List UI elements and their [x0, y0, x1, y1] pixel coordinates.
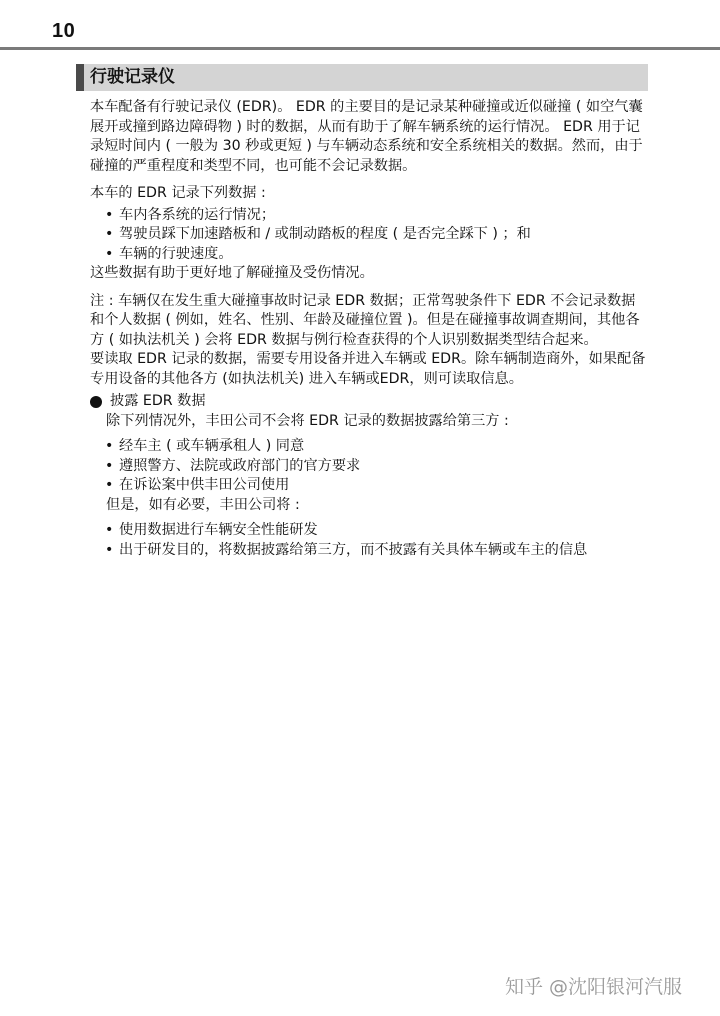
list-item: • 车辆的行驶速度。 [90, 245, 646, 265]
document-body [90, 98, 646, 560]
bullet-icon: • [105, 522, 114, 538]
list-item: • 经车主 ( 或车辆承租人 ) 同意 [90, 437, 646, 457]
note-paragraph: 注 : 车辆仅在发生重大碰撞事故时记录 EDR 数据；正常驾驶条件下 EDR 不会记录数据和个人数据 ( 例如，姓名、性别、年龄及碰撞位置 )。但是在碰撞事故调查期间，其他各方 ( 如执法机关 ) 会将 EDR 数据与例行检查获得的个人识别数据类型结合起来。 [90, 292, 640, 348]
page-number: 10 [52, 20, 76, 42]
list-item: • 出于研发目的，将数据披露给第三方，而不披露有关具体车辆或车主的信息 [90, 541, 646, 561]
list-item: • 车内各系统的运行情况； [90, 206, 646, 226]
disclosure-heading: 披露 EDR 数据 [90, 392, 646, 412]
disclosure-block [90, 412, 646, 561]
bullet-icon: • [105, 477, 114, 493]
watermark: 知乎 @沈阳银河汽服 [505, 976, 683, 998]
list-item: • 在诉讼案中供丰田公司使用 [90, 476, 646, 496]
bullet-icon: • [105, 541, 114, 558]
bullet-icon: • [105, 206, 114, 223]
list-item: • 使用数据进行车辆安全性能研发 [90, 521, 646, 541]
disclosure-uses-list [90, 521, 646, 560]
records-intro: 本车的 EDR 记录下列数据 : [90, 185, 266, 201]
records-summary: 这些数据有助于更好地了解碰撞及受伤情况。 [90, 265, 374, 281]
disclosure-however: 但是，如有必要，丰田公司将 : [106, 496, 300, 513]
bullet-icon: • [105, 245, 114, 262]
section-marker [76, 64, 84, 91]
disclosure-intro: 除下列情况外，丰田公司不会将 EDR 记录的数据披露给第三方 : [106, 412, 509, 429]
records-list [90, 206, 646, 265]
disclosure-cases-list [90, 437, 646, 496]
intro-paragraph: 本车配备有行驶记录仪 (EDR)。 EDR 的主要目的是记录某种碰撞或近似碰撞 ( 如空气囊展开或撞到路边障碍物 ) 时的数据，从而有助于了解车辆系统的运行情况。 EDR 用于记录短时间内 ( 一般为 30 秒或更短 ) 与车辆动态系统和安全系统相关的数据。然而，由于碰撞的严重程度和类型不同，也可能不会记录数据。 [90, 99, 643, 174]
section-header [76, 64, 648, 91]
bullet-circle-icon [90, 396, 102, 408]
header-rule [0, 47, 720, 50]
list-item: • 遵照警方、法院或政府部门的官方要求 [90, 457, 646, 477]
bullet-icon: • [105, 457, 114, 474]
bullet-icon: • [105, 226, 114, 242]
list-item: • 驾驶员踩下加速踏板和 / 或制动踏板的程度 ( 是否完全踩下 ) ；和 [90, 225, 646, 245]
bullet-icon: • [105, 438, 114, 454]
section-title: 行驶记录仪 [90, 67, 175, 87]
read-access-paragraph: 要读取 EDR 记录的数据，需要专用设备并进入车辆或 EDR。除车辆制造商外，如果配备专用设备的其他各方 (如执法机关) 进入车辆或EDR，则可读取信息。 [90, 351, 646, 387]
